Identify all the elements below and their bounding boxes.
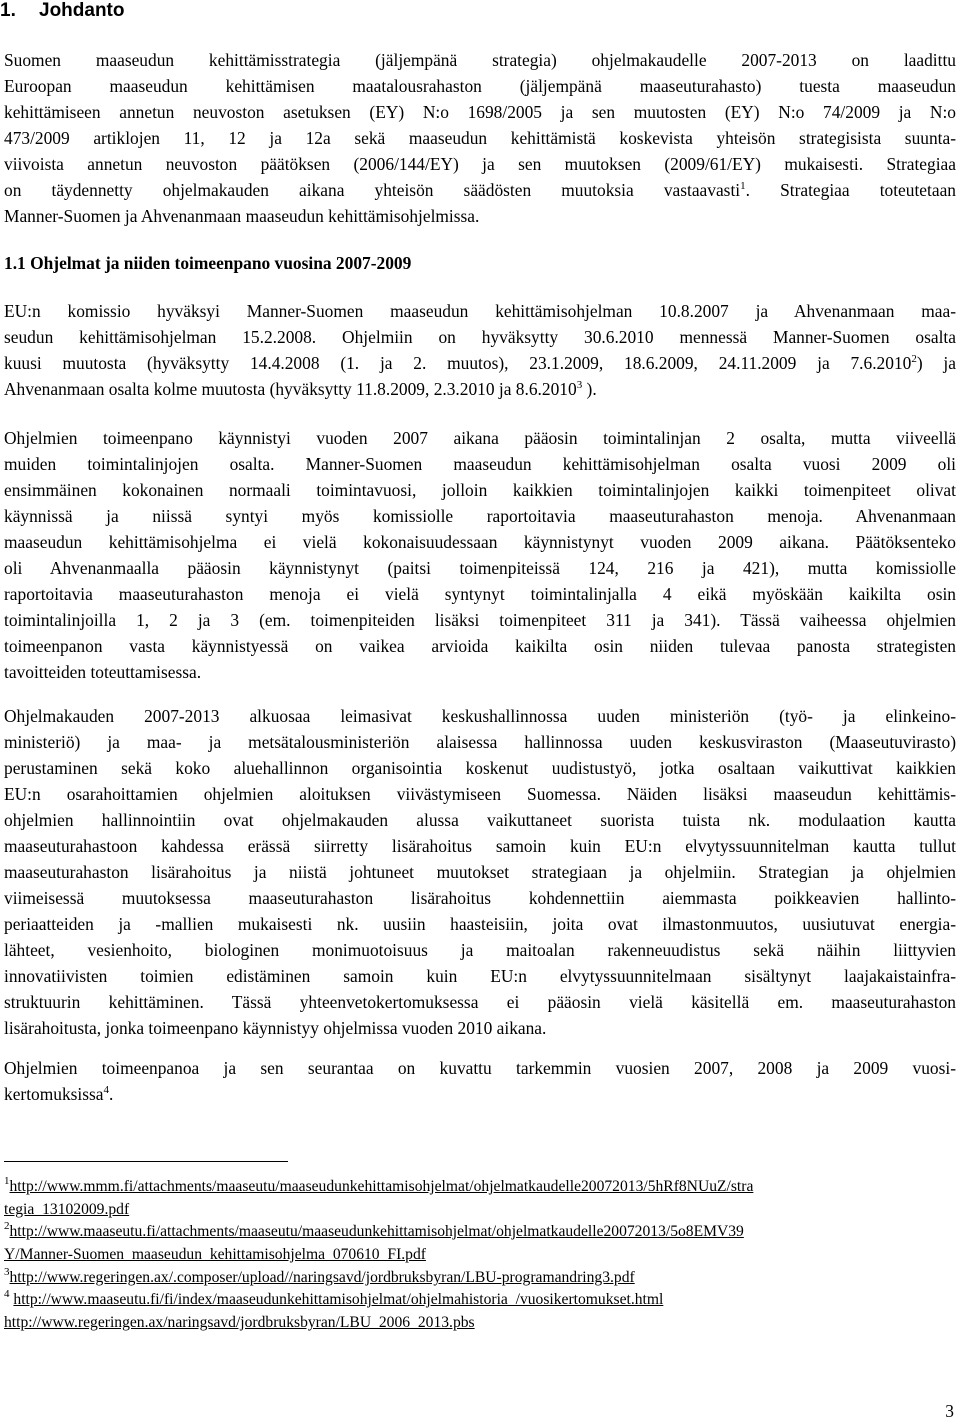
footnote-3	[4, 1267, 956, 1290]
footnote-ref: 1	[740, 180, 746, 192]
footnote-marker: 4	[4, 1289, 10, 1301]
text-line: oli Ahvenanmaalla pääosin käynnistynyt (paitsi toimenpiteissä 124, 216 ja 421), mutta komissiolle	[4, 558, 956, 578]
text-line: Manner-Suomen ja Ahvenanmaan maaseudun kehittämisohjelmissa.	[4, 206, 480, 226]
footnote-link[interactable]: http://www.regeringen.ax/.composer/upload//naringsavd/jordbruksbyran/LBU-programandring3.pdf	[9, 1268, 635, 1286]
footnote-marker: 1	[4, 1176, 10, 1187]
text-line: ministeriö) ja maa- ja metsätalousministeriön alaisessa hallinnossa uuden keskusviraston (Maaseutuvirasto)	[4, 732, 956, 752]
footnotes	[4, 1176, 956, 1335]
text-line: tavoitteiden toteuttamisessa.	[4, 662, 202, 682]
section-number: 1.1	[4, 253, 26, 273]
text-line: ensimmäinen kokonainen normaali toimintavuosi, jolloin kaikkien toimintalinjojen kaikki toimenpiteet olivat	[4, 480, 956, 500]
text-span: Ahvenanmaan osalta kolme muutosta (hyväksytty 11.8.2009, 2.3.2010 ja 8.6.2010	[4, 379, 577, 399]
footnote-link[interactable]: http://www.maaseutu.fi/fi/index/maaseudunkehittamisohjelmat/ohjelmahistoria_/vuosikertomukset.html	[13, 1291, 664, 1309]
text-line: struktuurin kehittäminen. Tässä yhteenvetokertomuksessa ei pääosin vielä käsitellä em. maaseuturahaston	[4, 992, 956, 1012]
footnote-ref: 3	[576, 379, 583, 391]
text-span: ).	[582, 379, 597, 399]
text-span: kuusi muutosta (hyväksytty 14.4.2008 (1. ja 2. muutos), 23.1.2009, 18.6.2009, 24.11.2009 ja 7.6.2010	[4, 353, 912, 373]
implementation-paragraph	[4, 425, 956, 685]
text-line	[4, 376, 956, 402]
reports-paragraph	[4, 1055, 956, 1107]
text-line: toimintalinjoilla 1, 2 ja 3 (em. toimenpiteiden lisäksi toimenpiteet 311 ja 341). Tässä vaiheessa ohjelmien	[4, 610, 956, 630]
text-line: raportoitavia maaseuturahaston menoja ei vielä syntynyt toimintalinjalla 4 eikä myöskään kaikilta osin	[4, 584, 956, 604]
footnote-4	[4, 1289, 956, 1312]
footnote-separator	[4, 1161, 288, 1162]
section-heading	[4, 250, 411, 276]
footnote-link[interactable]: http://www.mmm.fi/attachments/maaseutu/maaseudunkehittamisohjelmat/ohjelmatkaudelle20072013/5hRf8NUuZ/stra	[9, 1178, 754, 1195]
footnote-1-cont	[4, 1199, 956, 1222]
section-title: Ohjelmat ja niiden toimeenpano vuosina 2007-2009	[30, 253, 412, 273]
text-line: EU:n komissio hyväksyi Manner-Suomen maaseudun kehittämisohjelman 10.8.2007 ja Ahvenanmaan maa-	[4, 301, 956, 321]
text-span: .	[109, 1084, 114, 1104]
text-line: ohjelmien hallinnointiin ovat ohjelmakauden alussa vaikuttaneet suorista tuista nk. modulaation kautta	[4, 810, 956, 830]
text-line: muiden toimintalinjojen osalta. Manner-Suomen maaseudun kehittämisohjelman osalta vuosi 2009 oli	[4, 454, 956, 474]
text-line: EU:n osarahoittamien ohjelmien aloituksen viivästymiseen Suomessa. Näiden lisäksi maaseudun kehittämis-	[4, 784, 956, 804]
footnote-marker: 3	[4, 1266, 10, 1278]
text-line	[4, 1081, 956, 1107]
text-line: Ohjelmien toimeenpanoa ja sen seurantaa on kuvattu tarkemmin vuosien 2007, 2008 ja 2009 vuosi-	[4, 1058, 956, 1078]
text-line: 473/2009 artiklojen 11, 12 ja 12a sekä maaseudun kehittämistä koskevista yhteisön strategisista suunta-	[4, 128, 956, 148]
text-line: perustaminen sekä koko aluehallinnon organisointia koskenut uudistustyö, jotka osaltaan vaikuttivat kaikkien	[4, 758, 956, 778]
text-line: maaseuturahastoon kahdessa erässä siirretty lisärahoitus samoin kuin EU:n elvytyssuunnitelman kautta tullut	[4, 836, 956, 856]
text-line: seudun kehittämisohjelman 15.2.2008. Ohjelmiin on hyväksytty 30.6.2010 mennessä Manner-Suomen osalta	[4, 327, 956, 347]
chapter-heading	[0, 0, 125, 24]
text-line: maaseudun kehittämisohjelma ei vielä kokonaisuudessaan käynnistynyt vuoden 2009 aikana. Päätöksenteko	[4, 532, 956, 552]
chapter-number: 1.	[0, 0, 16, 21]
footnote-2	[4, 1221, 956, 1244]
footnote-marker: 2	[4, 1221, 10, 1233]
text-span: . Strategiaa toteutetaan	[745, 180, 956, 200]
text-line: viivoista annetun neuvoston päätöksen (2006/144/EY) ja sen muutoksen (2009/61/EY) mukaisesti. Strategiaa	[4, 154, 956, 174]
text-span: on täydennetty ohjelmakauden aikana yhteisön säädösten muutoksia vastaavasti	[4, 180, 741, 200]
footnote-4-cont	[4, 1312, 956, 1335]
text-line: Euroopan maaseudun kehittämisen maatalousrahaston (jäljempänä maaseuturahasto) tuesta maaseudun	[4, 76, 956, 96]
text-span: kertomuksissa	[4, 1084, 104, 1104]
footnote-ref: 2	[911, 353, 917, 365]
text-line	[4, 350, 956, 376]
text-line: maaseuturahaston lisärahoitus ja niistä johtuneet muutokset strategiaan ja ohjelmiin. Strategian ja ohjelmien	[4, 862, 956, 882]
footnote-1	[4, 1176, 956, 1199]
page-number: 3	[945, 1401, 954, 1421]
text-line: lähteet, vesienhoito, biologinen monimuotoisuus ja maitoalan rakenneuudistus sekä näihin liittyvien	[4, 940, 956, 960]
footnote-link[interactable]: Y/Manner-Suomen_maaseudun_kehittamisohjelma_070610_FI.pdf	[4, 1246, 426, 1264]
footnote-ref: 4	[103, 1084, 110, 1096]
text-span: ) ja	[916, 353, 956, 373]
text-line: lisärahoitusta, jonka toimeenpano käynnistyy ohjelmissa vuoden 2010 aikana.	[4, 1018, 547, 1038]
text-line: Suomen maaseudun kehittämisstrategia (jäljempänä strategia) ohjelmakaudelle 2007-2013 on laadittu	[4, 50, 956, 70]
text-line: Ohjelmien toimeenpano käynnistyi vuoden 2007 aikana pääosin toimintalinjan 2 osalta, mutta viiveellä	[4, 428, 956, 448]
text-line: Ohjelmakauden 2007-2013 alkuosaa leimasivat keskushallinnossa uuden ministeriön (työ- ja elinkeino-	[4, 706, 956, 726]
text-line: käynnissä ja niissä syntyi myös komissiolle raportoitavia maaseuturahaston menoja. Ahvenanmaan	[4, 506, 956, 526]
text-line: periaatteiden ja -mallien mukaisesti nk. uusiin haasteisiin, joita ovat ilmastonmuutos, uusiutuvat energia-	[4, 914, 956, 934]
chapter-title: Johdanto	[39, 0, 125, 21]
text-line: innovatiivisten toimien edistäminen samoin kuin EU:n elvytyssuunnitelmaan sisältynyt laajakaistainfra-	[4, 966, 956, 986]
programs-paragraph	[4, 298, 956, 402]
text-line: viimeisessä muutoksessa maaseuturahaston lisärahoitus kohdennettiin aiemmasta poikkeavien hallinto-	[4, 888, 956, 908]
footnote-link[interactable]: http://www.regeringen.ax/naringsavd/jordbruksbyran/LBU_2006_2013.pbs	[4, 1314, 475, 1332]
footnote-link[interactable]: http://www.maaseutu.fi/attachments/maaseutu/maaseudunkehittamisohjelmat/ohjelmatkaudelle20072013/5o8EMV39	[9, 1223, 744, 1241]
text-line	[4, 177, 956, 203]
footnote-2-cont	[4, 1244, 956, 1267]
administration-paragraph	[4, 703, 956, 1041]
intro-paragraph	[4, 47, 956, 229]
text-line: kehittämiseen annetun neuvoston asetuksen (EY) N:o 1698/2005 ja sen muutosten (EY) N:o 74/2009 ja N:o	[4, 102, 956, 122]
text-line: toimeenpanon vasta käynnistyessä on vaikea arvioida kaikilta osin niiden tulevaa panosta strategisten	[4, 636, 956, 656]
footnote-link[interactable]: tegia_13102009.pdf	[4, 1200, 130, 1218]
